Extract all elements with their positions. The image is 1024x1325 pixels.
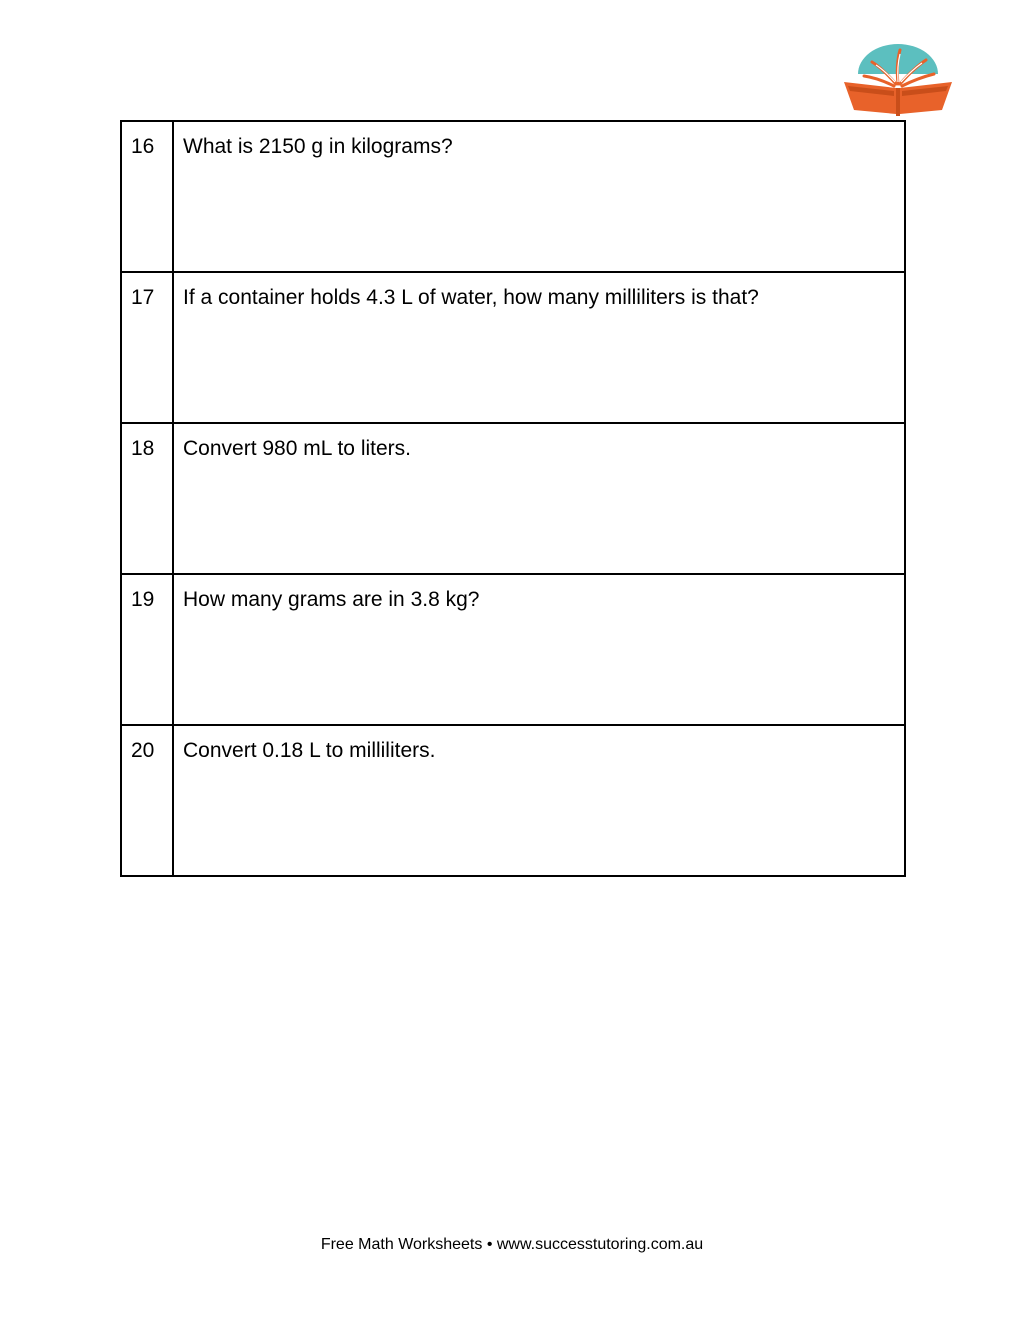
question-text: If a container holds 4.3 L of water, how many milliliters is that? <box>183 286 759 309</box>
questions-table <box>120 120 906 877</box>
table-row <box>121 725 905 876</box>
question-answer-cell[interactable] <box>173 121 905 272</box>
question-number: 16 <box>131 135 155 158</box>
table-row <box>121 423 905 574</box>
footer-text: Free Math Worksheets • www.successtutoring.com.au <box>320 1236 704 1253</box>
question-number-cell <box>121 121 173 272</box>
question-number-cell <box>121 725 173 876</box>
table-row <box>121 574 905 725</box>
table-row <box>121 121 905 272</box>
question-number: 17 <box>131 286 155 309</box>
question-number: 19 <box>131 588 155 611</box>
question-number: 18 <box>131 437 155 460</box>
question-number-cell <box>121 574 173 725</box>
open-book-sun-icon <box>838 44 958 120</box>
question-answer-cell[interactable] <box>173 272 905 423</box>
question-text: Convert 0.18 L to milliliters. <box>183 739 436 762</box>
question-answer-cell[interactable] <box>173 423 905 574</box>
question-number-cell <box>121 423 173 574</box>
table-row <box>121 272 905 423</box>
question-answer-cell[interactable] <box>173 725 905 876</box>
question-text: How many grams are in 3.8 kg? <box>183 588 480 611</box>
question-number-cell <box>121 272 173 423</box>
question-text: What is 2150 g in kilograms? <box>183 135 453 158</box>
question-number: 20 <box>131 739 155 762</box>
question-text: Convert 980 mL to liters. <box>183 437 411 460</box>
question-answer-cell[interactable] <box>173 574 905 725</box>
